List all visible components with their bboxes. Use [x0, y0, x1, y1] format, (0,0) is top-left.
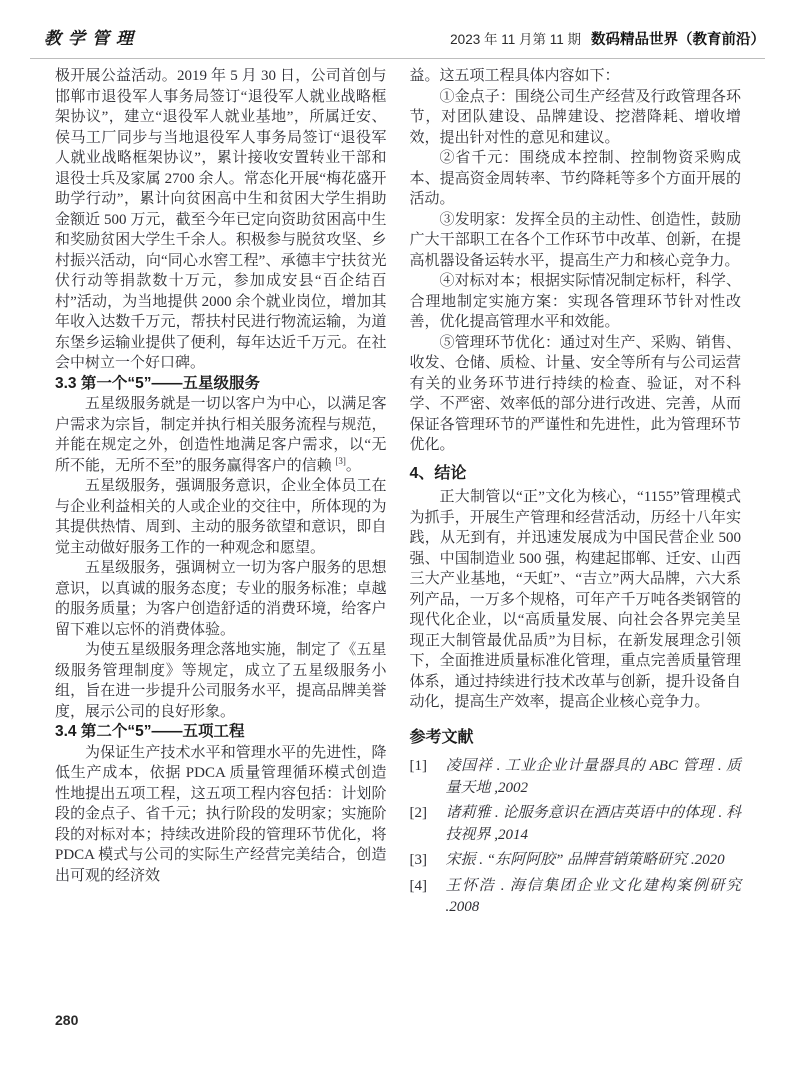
- reference-number: [4]: [409, 877, 427, 894]
- section-heading-conclusion: 4、结论: [409, 464, 467, 482]
- paragraph: 正大制管以“正”文化为核心，“1155”管理模式为抓手，开展生产管理和经营活动，历经十八年实践，从无到有，并迅速发展成为中国民营企业 500 强、中国制造业 500 强，构建起邯郸、迁安、山西三大产业基地，“天虹”、“吉立”两大品牌，六大系列产品，一万多个规格，可年产千万吨各类钢管的现代化企业，以“高质量发展、向社会各界完美呈现正大制管最优品质”为目标，在新发展理念引领下，全面推进质量标准化管理，重点完善质量管理体系，通过持续进行技术改革与创新，提升设备自动化，提高生产效率，提高企业核心竞争力。: [409, 489, 741, 710]
- paragraph: 五星级服务，强调树立一切为客户服务的思想意识，以真诚的服务态度；专业的服务标准；卓越的服务质量；为客户创造舒适的消费环境，给客户留下难以忘怀的消费体验。: [55, 560, 387, 638]
- reference-text: 王怀浩 . 海信集团企业文化建构案例研究 .2008: [445, 877, 741, 915]
- paragraph-text: 五星级服务就是一切以客户为中心，以满足客户需求为宗旨，制定并执行相关服务流程与规范，并能在规定之外，创造性地满足客户需求，以“无所不能，无所不至”的服务赢得客户的信赖: [55, 396, 387, 474]
- right-column: [410, 66, 742, 923]
- section-heading-3-3: 3.3 第一个“5”——五星级服务: [55, 374, 260, 392]
- paragraph-text: 。: [345, 457, 361, 474]
- reference-number: [1]: [409, 758, 427, 774]
- reference-item: [410, 803, 742, 846]
- reference-item: [410, 756, 742, 799]
- header-issue-block: [450, 28, 765, 49]
- journal-name: 数码精品世界（教育前沿）: [591, 32, 765, 48]
- paragraph: 益。这五项工程具体内容如下：: [409, 68, 620, 84]
- paragraph: 五星级服务，强调服务意识，企业全体员工在与企业利益相关的人或企业的交往中，所体现的为其提供热情、周到、主动的服务欲望和意识，即自觉主动做好服务工作的一种观念和愿望。: [55, 478, 387, 556]
- issue-info: 2023 年 11 月第 11 期: [450, 32, 581, 47]
- reference-text: 诸莉雅 . 论服务意识在酒店英语中的体现 . 科技视界 ,2014: [445, 805, 741, 843]
- list-item-2: ②省千元：围绕成本控制、控制物资采购成本、提高资金周转率、节约降耗等多个方面开展的活动。: [409, 150, 741, 207]
- references-list: [410, 756, 742, 919]
- paragraph: 为使五星级服务理念落地实施，制定了《五星级服务管理制度》等规定，成立了五星级服务小组，旨在进一步提升公司服务水平，提高品牌美誉度，展示公司的良好形象。: [55, 642, 387, 720]
- paragraph: [55, 394, 387, 476]
- journal-section-title: 教学管理: [44, 29, 140, 48]
- reference-number: [3]: [409, 852, 427, 868]
- list-item-4: ④对标对本；根据实际情况制定标杆，科学、合理地制定实施方案：实现各管理环节针对性改善，优化提高管理水平和效能。: [409, 273, 741, 330]
- reference-text: 凌国祥 . 工业企业计量器具的 ABC 管理 . 质量天地 ,2002: [445, 758, 741, 796]
- reference-item: [410, 876, 742, 919]
- article-body: [55, 66, 741, 923]
- page-number: 280: [55, 1012, 79, 1028]
- references-heading: 参考文献: [409, 728, 474, 746]
- paragraph: 极开展公益活动。2019 年 5 月 30 日，公司首创与邯郸市退役军人事务局签订“退役军人就业战略框架协议”，建立“退役军人就业基地”，所属迁安、侯马工厂同步与当地退役军人事务局签订“退役军人就业战略框架协议”，累计接收安置转业干部和退役士兵及家属 2700 余人。常态化开展“梅花盛开助学行动”，累计向贫困高中生和贫困大学生捐助金额近 500 万元，截至今年已定向资助贫困高中生和奖励贫困大学生千余人。积极参与脱贫攻坚、乡村振兴活动，向“同心水窖工程”、承德丰宁扶贫光伏行动等捐款数十万元，参加成安县“百企结百村”活动，为当地提供 2000 余个就业岗位，增加其年收入达数千万元，帮扶村民进行物流运输，为道东堡乡运输业提供了便利，每年达近千万元。在社会中树立一个好口碑。: [55, 68, 387, 371]
- citation-marker: [3]: [335, 455, 346, 466]
- reference-item: [410, 850, 742, 872]
- paragraph: 为保证生产技术水平和管理水平的先进性，降低生产成本，依据 PDCA 质量管理循环模式创造性地提出五项工程，这五项工程内容包括：计划阶段的金点子、省千元；执行阶段的发明家；实施阶段的对标对本；持续改进阶段的管理环节优化，将 PDCA 模式与公司的实际生产经营完美结合，创造出可观的经济效: [55, 744, 387, 884]
- left-column: [55, 66, 387, 923]
- page-header: [30, 24, 765, 59]
- list-item-1: ①金点子：围绕公司生产经营及行政管理各环节，对团队建设、品牌建设、挖潜降耗、增收增效，提出针对性的意见和建议。: [409, 88, 741, 146]
- reference-number: [2]: [409, 805, 427, 821]
- list-item-3: ③发明家：发挥全员的主动性、创造性，鼓励广大干部职工在各个工作环节中改革、创新，在提高机器设备运转水平，提高生产力和核心竞争力。: [409, 211, 741, 269]
- section-heading-3-4: 3.4 第二个“5”——五项工程: [55, 723, 245, 740]
- reference-text: 宋振 . “东阿阿胶” 品牌营销策略研究 .2020: [445, 852, 725, 868]
- list-item-5: ⑤管理环节优化：通过对生产、采购、销售、收发、仓储、质检、计量、安全等所有与公司运营有关的业务环节进行持续的检查、验证，对不科学、不严密、效率低的部分进行改进、完善，从而保证各管理环节的严谨性和先进性，此为管理环节优化。: [409, 334, 741, 453]
